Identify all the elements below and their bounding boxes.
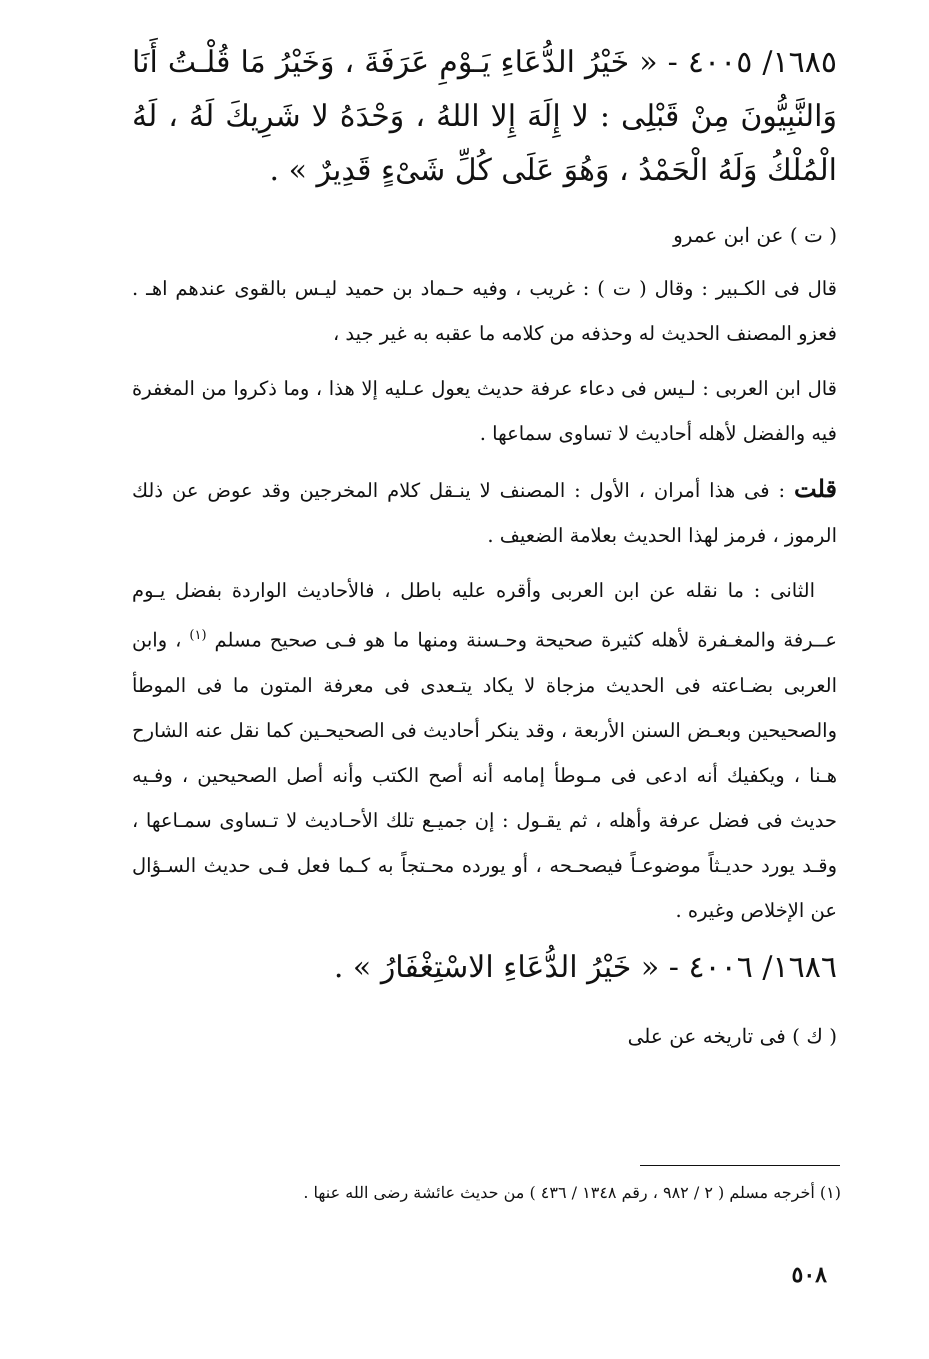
footnote-separator bbox=[640, 1165, 840, 1166]
hadith-1686-source: ( ك ) فى تاريخه عن على bbox=[627, 1023, 837, 1048]
commentary-paragraph-4-end: ، وابن العربى بضـاعته فى الحديث مزجاة لا يكاد يتـعدى فى معرفة المتون ما فى الموطأ والصحيحين وبعـض السنن الأربعة ، وقد ينكر أحاديث فى الصحيحـين كما نقل عنه الشارح هـنا ، ويكفيك أنه ادعى فى مـوطأ إمامه أنه أصح الكتب وأنه أصل الصحيحين ، وفـيه حديث فى فضل عرفة وأهله ، ثم يقـول : إن جميـع تلك الأحـاديث لا تـساوى سمـاعها ، وقـد يورد حديـثاً موضوعـاً فيصحـحه ، أو يورده محـتجاً به كـما فعل فـى حديث السـؤال عن الإخلاص وغيره . bbox=[132, 628, 838, 922]
commentary-paragraph-3-text: : فى هذا أمران ، الأول : المصنف لا ينـقل كلام المخرجين وقد عوض عن ذلك الرموز ، فرمز لهذا الحديث بعلامة الضعيف . bbox=[132, 479, 837, 547]
hadith-1685-source: ( ت ) عن ابن عمرو bbox=[673, 223, 837, 247]
hadith-1686-text: ١٦٨٦/ ٤٠٠٦ - « خَيْرُ الدُّعَاءِ الاسْتِغْفَارُ » . bbox=[333, 949, 837, 985]
commentary-paragraph-1: قال فى الكـبير : وقال ( ت ) : غريب ، وفيه حـماد بن حميد ليـس بالقوى عندهم اهـ . فعزو المصنف الحديث له وحذفه من كلامه ما عقبه به غير جيد ، bbox=[132, 277, 837, 345]
commentary-paragraph-3 bbox=[132, 466, 837, 558]
commentary-paragraph-2: قال ابن العربى : لـيس فى دعاء عرفة حديث يعول عـليه إلا هذا ، وما ذكروا من المغفرة فيه والفضل لأهله أحاديث لا تساوى سماعها . bbox=[132, 377, 837, 445]
footnote-reference: (١) bbox=[189, 628, 207, 643]
commentary-paragraph-4 bbox=[132, 568, 837, 933]
commentary-paragraph-4-start: الثانى : ما نقله عن ابن العربى وأقره عليه باطل ، فالأحاديث الواردة بفضل يـوم عــرفة والمغـفرة لأهله كثيرة صحيحة وحـسنة ومنها ما هو فـى صحيح مسلم bbox=[132, 579, 837, 652]
footnote: (١) أخرجه مسلم ( ٢ / ٩٨٢ ، رقم ١٣٤٨ / ٤٣٦ ) من حديث عائشة رضى الله عنها . bbox=[303, 1183, 841, 1202]
page-number: ٥٠٨ bbox=[791, 1262, 827, 1288]
hadith-1685-text: ١٦٨٥/ ٤٠٠٥ - « خَيْرُ الدُّعَاءِ يَـوْمِ عَرَفَةَ ، وَخَيْرُ مَا قُلْـتُ أَنَا وَالنَّبِيُّونَ مِنْ قَبْلِى : لا إِلَهَ إِلا اللهُ ، وَحْدَهُ لا شَرِيكَ لَهُ ، لَهُ الْمُلْكُ وَلَهُ الْحَمْدُ ، وَهُوَ عَلَى كُلِّ شَىْءٍ قَدِيرٌ » . bbox=[132, 45, 837, 188]
qult-label: قلت bbox=[794, 474, 837, 503]
